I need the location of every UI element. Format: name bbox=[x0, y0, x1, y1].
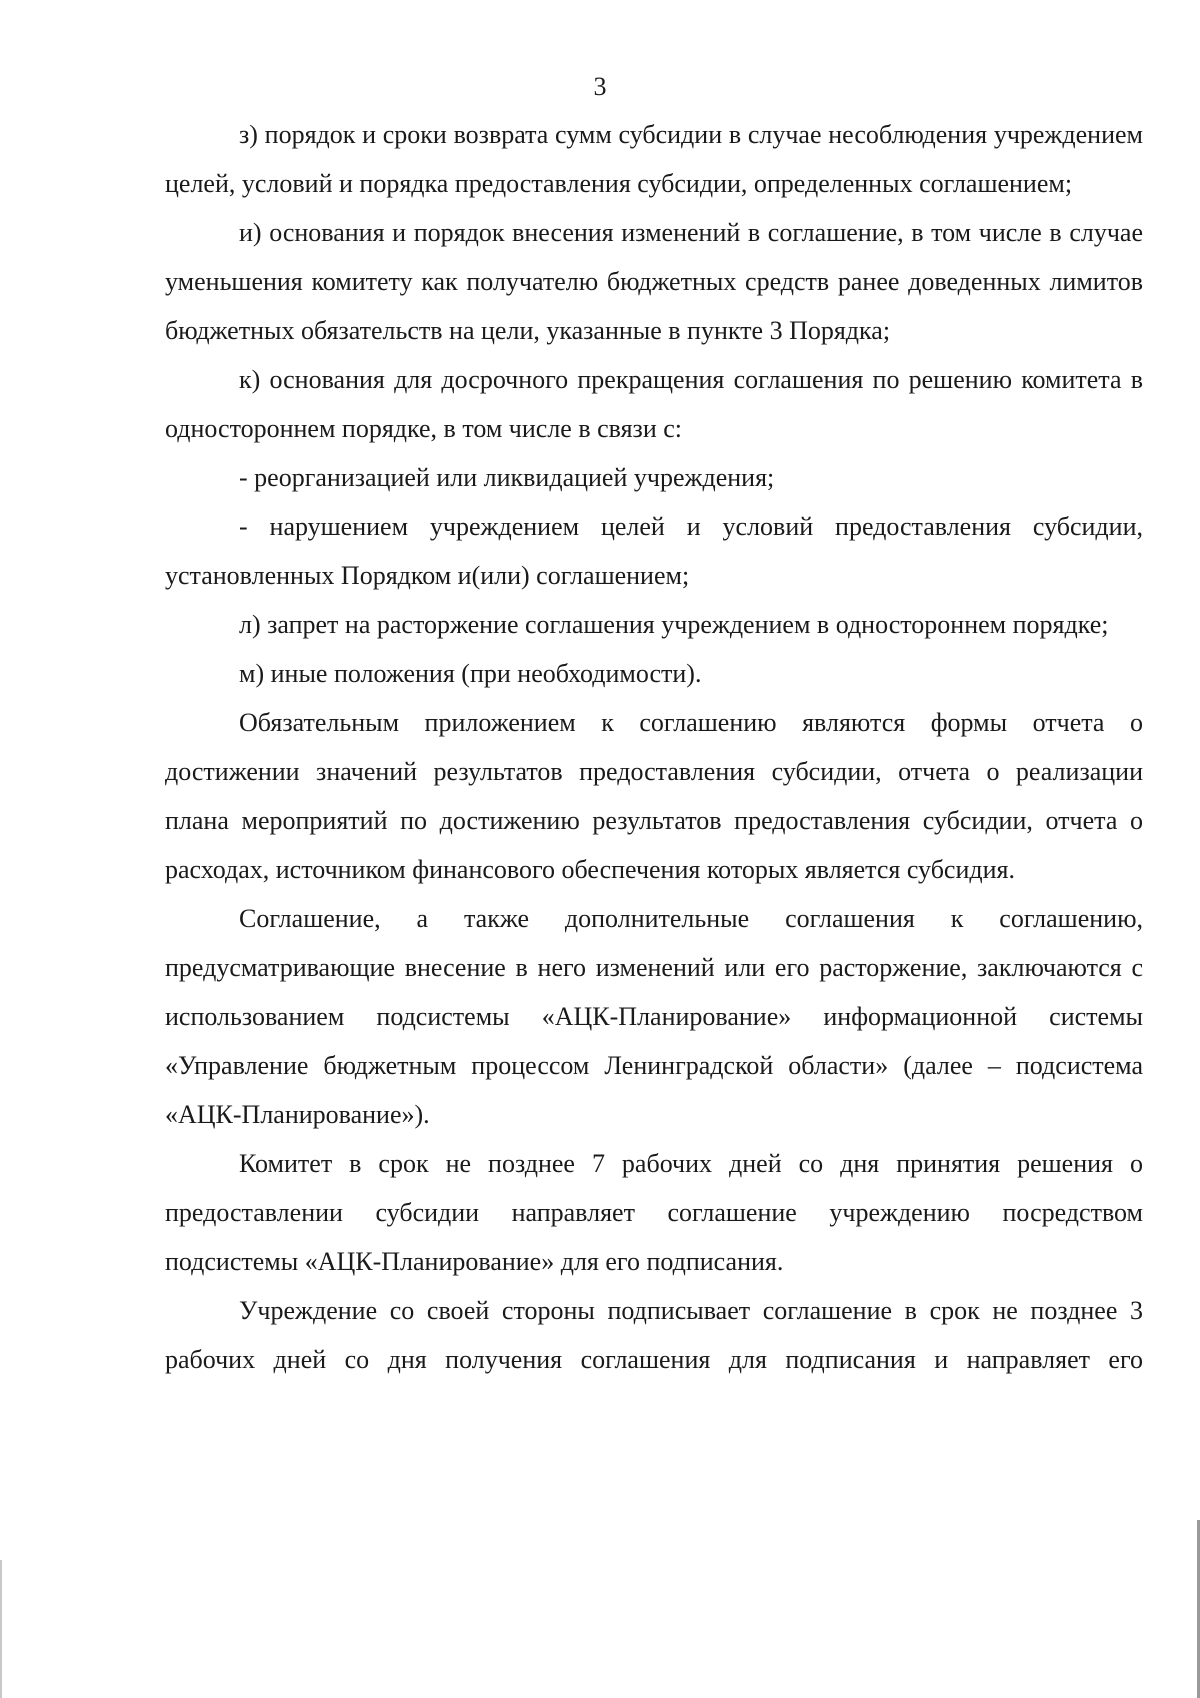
document-body bbox=[165, 110, 1143, 1384]
paragraph-k-item-2: - нарушением учреждением целей и условий предоставления субсидии, установленных Порядком и(или) соглашением; bbox=[165, 512, 1143, 590]
paragraph-m: м) иные положения (при необходимости). bbox=[239, 659, 702, 688]
paragraph-k: к) основания для досрочного прекращения соглашения по решению комитета в одностороннем порядке, в том числе в связи с: bbox=[165, 365, 1143, 443]
paragraph-k-item-1: - реорганизацией или ликвидацией учреждения; bbox=[239, 463, 775, 492]
paragraph-i: и) основания и порядок внесения изменений в соглашение, в том числе в случае уменьшения комитету как получателю бюджетных средств ранее доведенных лимитов бюджетных обязательств на цели, указанные в пункте 3 Порядка; bbox=[165, 218, 1143, 345]
paragraph-z: з) порядок и сроки возврата сумм субсидии в случае несоблюдения учреждением целей, условий и порядка предоставления субсидии, определенных соглашением; bbox=[165, 120, 1143, 198]
page-number: 3 bbox=[593, 72, 607, 101]
paragraph-agreement: Соглашение, а также дополнительные соглашения к соглашению, предусматривающие внесение в него изменений или его расторжение, заключаются с использованием подсистемы «АЦК-Планирование» информационной системы «Управление бюджетным процессом Ленинградской области» (далее – подсистема «АЦК-Планирование»). bbox=[165, 904, 1143, 1129]
paragraph-obligatory-annex: Обязательным приложением к соглашению являются формы отчета о достижении значений результатов предоставления субсидии, отчета о реализации плана мероприятий по достижению результатов предоставления субсидии, отчета о расходах, источником финансового обеспечения которых является субсидия. bbox=[165, 708, 1143, 884]
scan-edge-line-left bbox=[0, 1560, 2, 1698]
paragraph-committee: Комитет в срок не позднее 7 рабочих дней со дня принятия решения о предоставлении субсидии направляет соглашение учреждению посредством подсистемы «АЦК-Планирование» для его подписания. bbox=[165, 1149, 1143, 1276]
paragraph-institution: Учреждение со своей стороны подписывает соглашение в срок не позднее 3 рабочих дней со дня получения соглашения для подписания и направляет его bbox=[165, 1296, 1143, 1374]
paragraph-l: л) запрет на расторжение соглашения учреждением в одностороннем порядке; bbox=[239, 610, 1109, 639]
